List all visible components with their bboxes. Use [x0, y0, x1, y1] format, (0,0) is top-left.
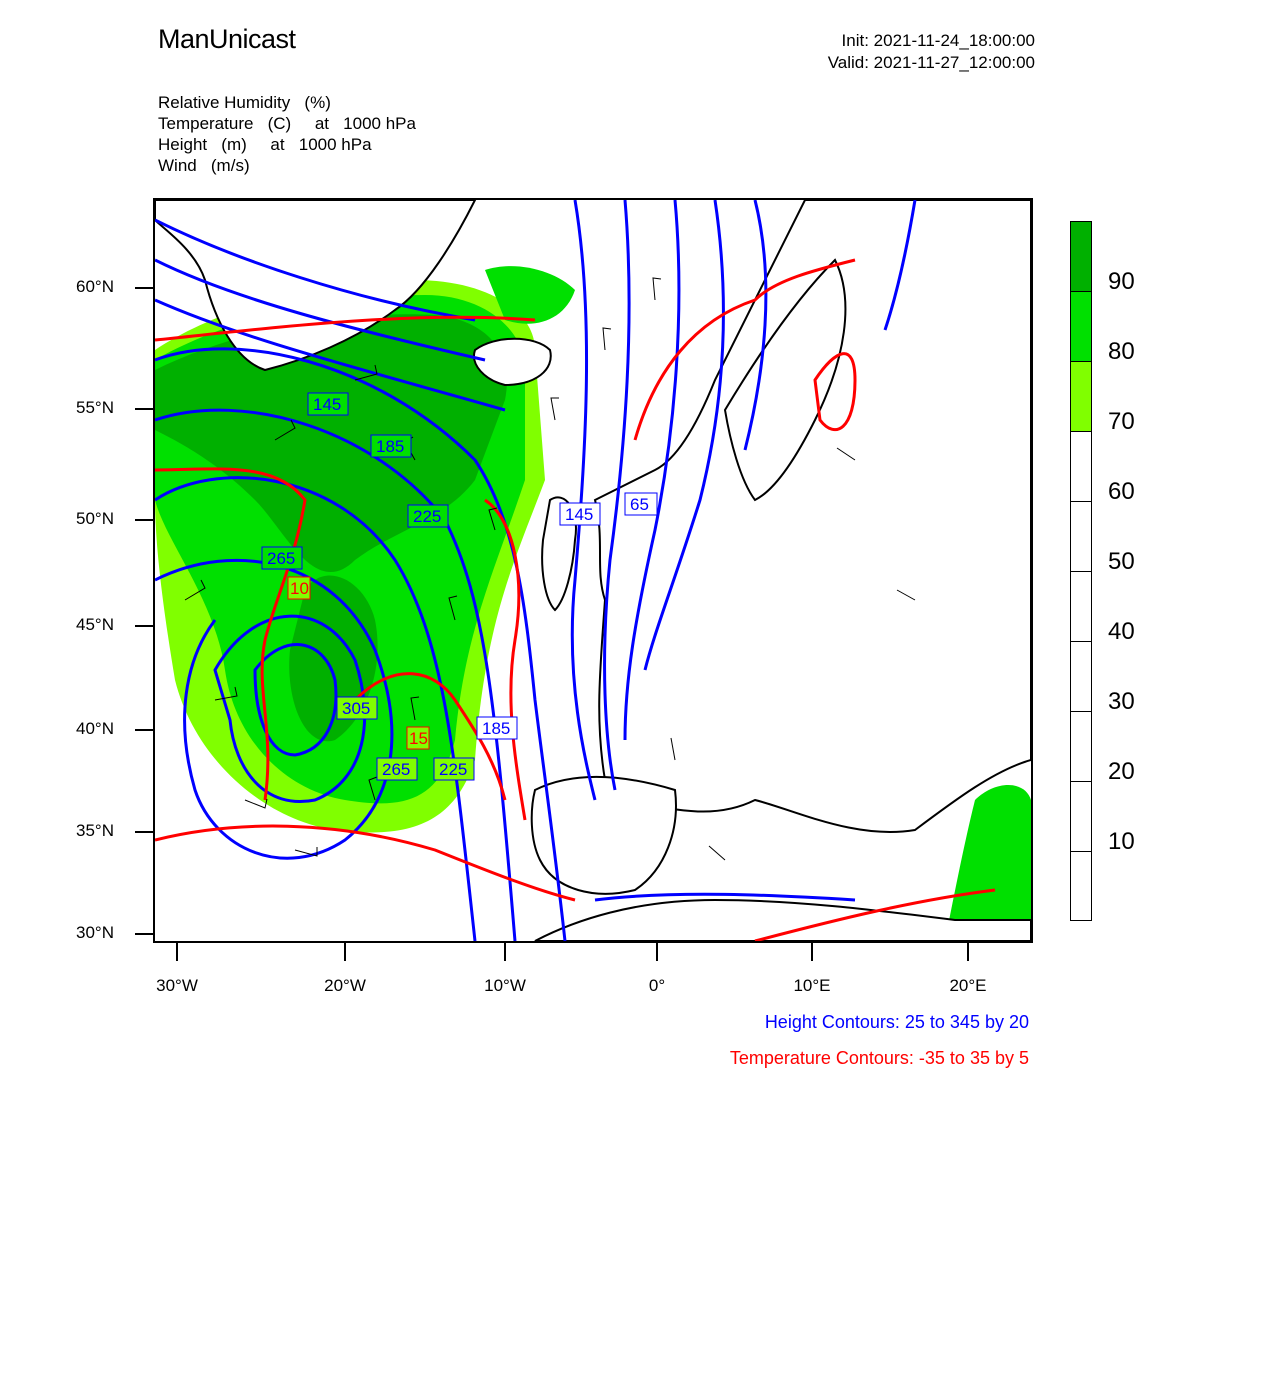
lon-tick — [967, 943, 969, 961]
lat-tick — [135, 831, 153, 833]
height-label-225-a — [408, 505, 448, 527]
colorbar-label-50: 50 — [1108, 548, 1135, 575]
map-panel — [153, 198, 1033, 943]
svg-text:225: 225 — [413, 507, 442, 526]
lat-label-50n: 50°N — [76, 509, 114, 528]
colorbar-bin-60 — [1070, 431, 1092, 502]
lat-tick — [135, 729, 153, 731]
lat-tick — [135, 408, 153, 410]
lon-label-30w: 30°W — [156, 976, 198, 995]
height-contours-note: Height Contours: 25 to 345 by 20 — [764, 1012, 1029, 1032]
wind-barb — [551, 398, 559, 420]
lat-label-40n: 40°N — [76, 719, 114, 738]
height-label-265-a — [262, 547, 302, 569]
colorbar-bin-10 — [1070, 781, 1092, 852]
lat-tick — [135, 933, 153, 935]
chart-title: ManUnicast — [158, 24, 296, 54]
lat-label-60n: 60°N — [76, 277, 114, 296]
valid-time: Valid: 2021-11-27_12:00:00 — [827, 53, 1035, 72]
svg-text:145: 145 — [313, 395, 342, 414]
svg-text:265: 265 — [267, 549, 296, 568]
wind-barb — [295, 847, 317, 856]
colorbar-bin-0 — [1070, 851, 1092, 921]
lon-tick — [176, 943, 178, 961]
rh-east-patch — [945, 785, 1031, 941]
field-wind: Wind (m/s) — [158, 156, 250, 175]
colorbar-bin-30 — [1070, 641, 1092, 712]
colorbar-label-20: 20 — [1108, 758, 1135, 785]
height-label-145-a — [308, 393, 348, 415]
colorbar-label-70: 70 — [1108, 408, 1135, 435]
lat-label-55n: 55°N — [76, 398, 114, 417]
colorbar-bin-20 — [1070, 711, 1092, 782]
colorbar-bin-50 — [1070, 501, 1092, 572]
wind-barb — [709, 846, 725, 860]
height-label-305 — [337, 697, 377, 719]
lon-tick — [656, 943, 658, 961]
map-svg — [155, 200, 1031, 941]
init-time: Init: 2021-11-24_18:00:00 — [841, 31, 1035, 50]
colorbar-bin-90 — [1070, 221, 1092, 292]
field-height: Height (m) at 1000 hPa — [158, 135, 372, 154]
height-label-65 — [625, 493, 657, 515]
colorbar-label-40: 40 — [1108, 618, 1135, 645]
temp-label-10 — [288, 577, 310, 599]
svg-text:65: 65 — [630, 495, 649, 514]
lat-label-45n: 45°N — [76, 615, 114, 634]
colorbar-label-80: 80 — [1108, 338, 1135, 365]
height-label-185-a — [371, 435, 411, 457]
lon-label-0: 0° — [648, 976, 666, 995]
lat-label-35n: 35°N — [76, 821, 114, 840]
lon-label-20e: 20°E — [949, 976, 987, 995]
lon-label-20w: 20°W — [324, 976, 366, 995]
colorbar-label-60: 60 — [1108, 478, 1135, 505]
svg-text:305: 305 — [342, 699, 371, 718]
field-temperature: Temperature (C) at 1000 hPa — [158, 114, 416, 133]
height-label-185-b — [477, 717, 517, 739]
lat-tick — [135, 625, 153, 627]
lat-label-30n: 30°N — [76, 923, 114, 942]
lon-tick — [344, 943, 346, 961]
temperature-contours-note: Temperature Contours: -35 to 35 by 5 — [729, 1048, 1029, 1068]
svg-text:225: 225 — [439, 760, 468, 779]
svg-text:265: 265 — [382, 760, 411, 779]
svg-text:145: 145 — [565, 505, 594, 524]
lat-tick — [135, 519, 153, 521]
colorbar-bin-70 — [1070, 361, 1092, 432]
lon-tick — [811, 943, 813, 961]
temp-label-15 — [407, 727, 429, 749]
colorbar-label-30: 30 — [1108, 688, 1135, 715]
colorbar-bin-80 — [1070, 291, 1092, 362]
field-rh: Relative Humidity (%) — [158, 93, 331, 112]
height-contour — [572, 200, 595, 800]
height-label-265-b — [377, 758, 417, 780]
svg-text:15: 15 — [409, 729, 428, 748]
svg-text:185: 185 — [482, 719, 511, 738]
colorbar-label-90: 90 — [1108, 268, 1135, 295]
svg-text:185: 185 — [376, 437, 405, 456]
lon-label-10w: 10°W — [484, 976, 526, 995]
height-label-145-b — [560, 503, 600, 525]
wind-barb — [603, 328, 611, 350]
lat-tick — [135, 287, 153, 289]
svg-text:10: 10 — [290, 579, 309, 598]
colorbar-bin-40 — [1070, 571, 1092, 642]
colorbar-label-10: 10 — [1108, 828, 1135, 855]
wind-barb — [653, 278, 661, 300]
lon-tick — [504, 943, 506, 961]
lon-label-10e: 10°E — [793, 976, 831, 995]
height-label-225-b — [434, 758, 474, 780]
